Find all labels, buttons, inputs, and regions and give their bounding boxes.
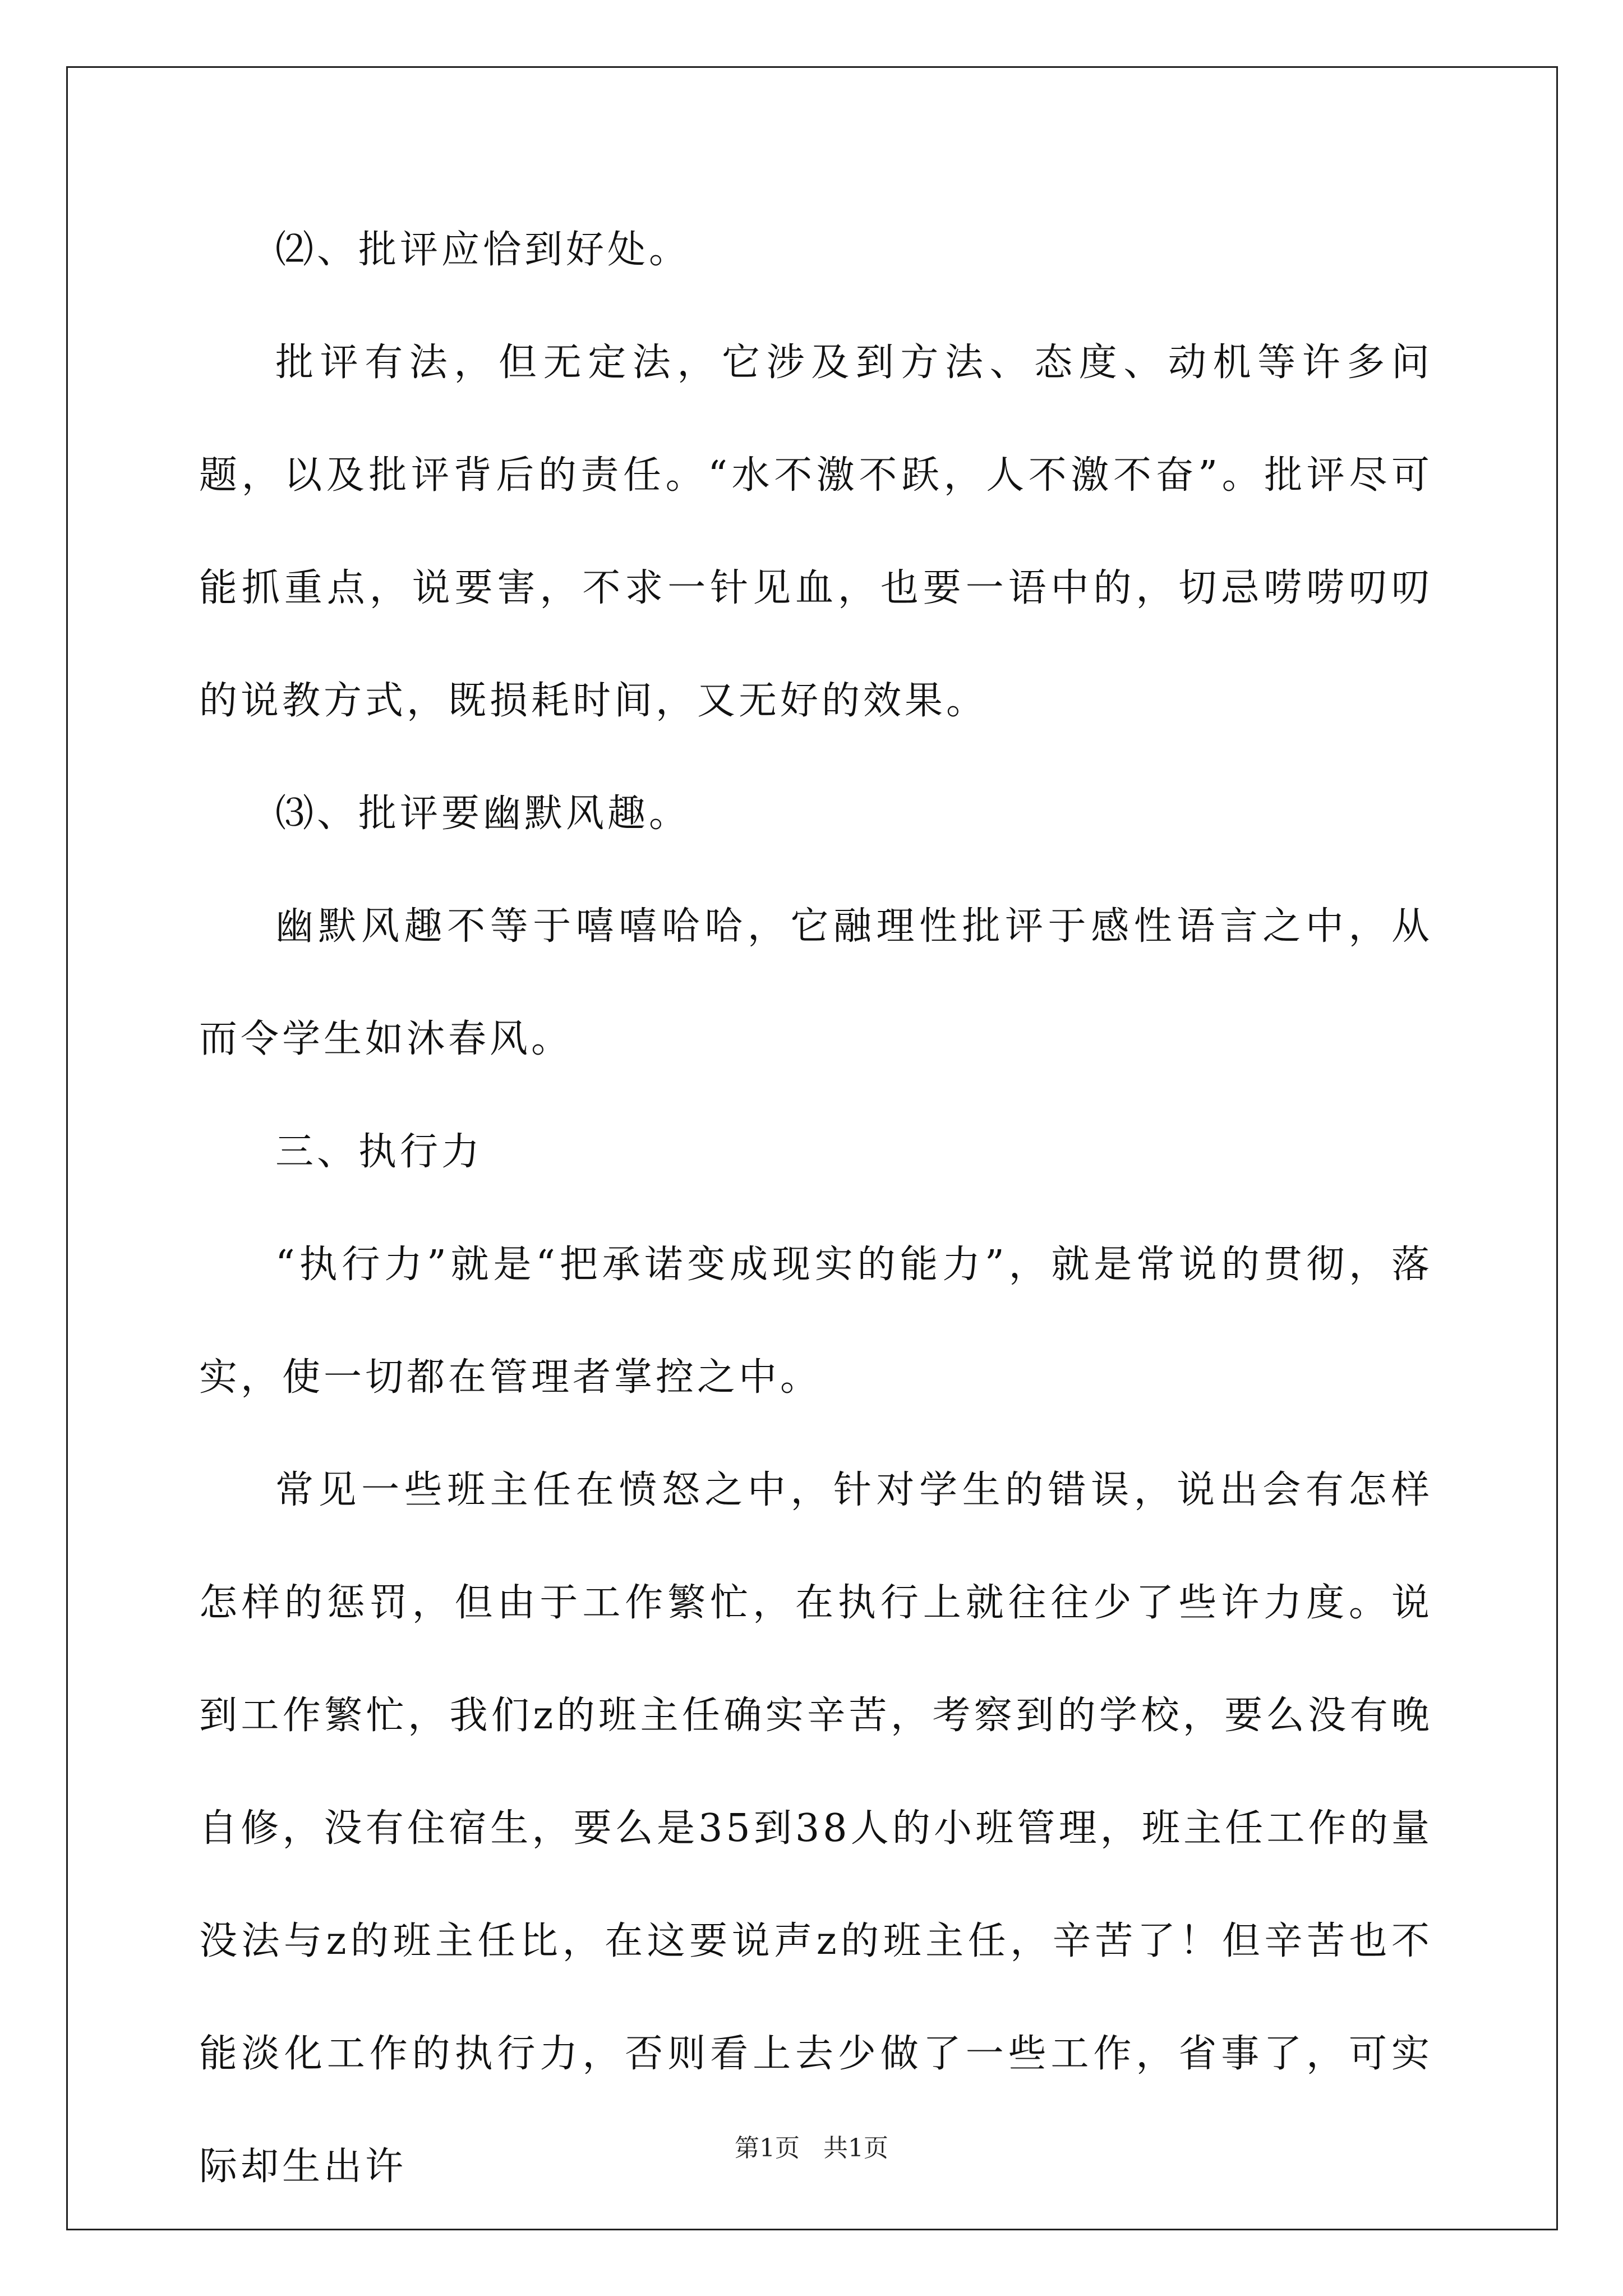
paragraph-criticism-method: 批评有法，但无定法，它涉及到方法、态度、动机等许多问题，以及批评背后的责任。“水不激不跃，人不激不奋”。批评尽可能抓重点，说要害，不求一针见血，也要一语中的，切忌唠唠叨叨的说教方式，既损耗时间，又无好的效果。 (199, 341, 1433, 723)
page-number: 第1页 (735, 2134, 800, 2162)
page-footer (0, 2132, 1623, 2165)
paragraph-execution-detail: 常见一些班主任在愤怒之中，针对学生的错误，说出会有怎样怎样的惩罚，但由于工作繁忙，在执行上就往往少了些许力度。说到工作繁忙，我们z的班主任确实辛苦，考察到的学校，要么没有晚自修，没有住宿生，要么是35到38人的小班管理，班主任工作的量没法与z的班主任比，在这要说声z的班主任，辛苦了！但辛苦也不能淡化工作的执行力，否则看上去少做了一些工作，省事了，可实际却生出许 (199, 1468, 1433, 2189)
paragraph-execution-definition: “执行力”就是“把承诺变成现实的能力”，就是常说的贯彻，落实，使一切都在管理者掌控之中。 (199, 1243, 1433, 1400)
paragraph-humor: 幽默风趣不等于嘻嘻哈哈，它融理性批评于感性语言之中，从而令学生如沐春风。 (199, 904, 1433, 1061)
heading-criticism-appropriate: ⑵、批评应恰到好处。 (275, 228, 691, 272)
heading-criticism-humor: ⑶、批评要幽默风趣。 (275, 792, 691, 836)
section-heading-execution: 三、执行力 (275, 1130, 483, 1174)
page-total: 共1页 (823, 2134, 888, 2162)
document-body (199, 194, 1433, 2223)
